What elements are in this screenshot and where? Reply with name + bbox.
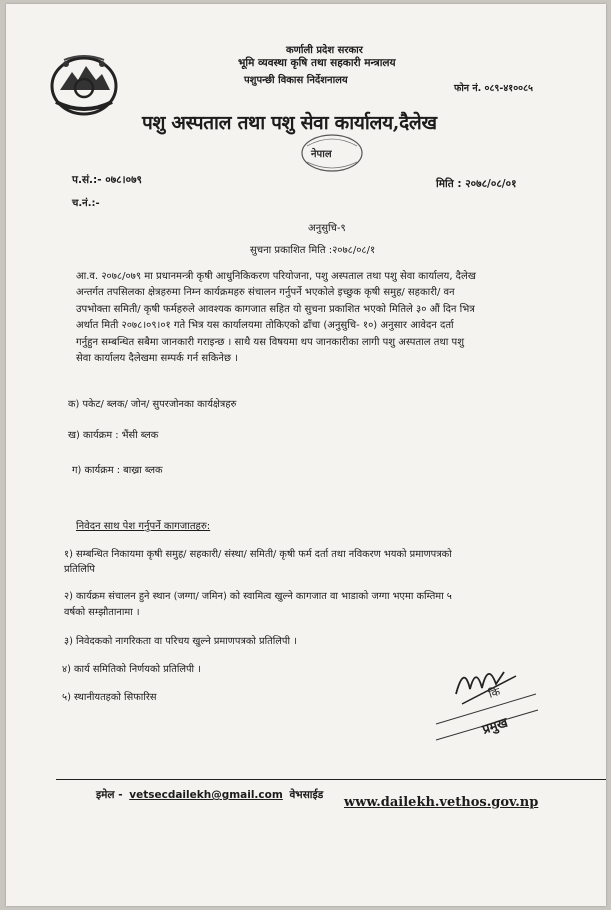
letterhead-government: कर्णाली प्रदेश सरकार bbox=[286, 45, 363, 56]
email-link[interactable]: vetsecdailekh@gmail.com bbox=[129, 789, 283, 801]
paragraph-line: अर्थात मिती २०७८।०९।०१ गते भित्र यस कार्यालयमा तोकिएको ढाँचा (अनुसुचि- १०) अनुसार आवेदन दर्ता bbox=[76, 320, 454, 332]
officer-signature bbox=[426, 654, 546, 754]
paragraph-line: उपभोक्ता समिती/ कृषी फर्महरुले आवश्यक कागजात सहित यो सुचना प्रकाशित भएको मितिले ३० औं दिन भित्र bbox=[76, 303, 475, 315]
letter-reference-number: प.सं.:- ०७८।०७९ bbox=[72, 174, 142, 186]
program-goat-block: ग) कार्यक्रम : बाख्रा ब्लक bbox=[72, 465, 163, 476]
letterhead-directorate: पशुपन्छी विकास निर्देशनालय bbox=[244, 75, 348, 86]
document-item-continued: वर्षको सम्झौतानामा । bbox=[64, 607, 140, 618]
signature-designation: प्रमुख bbox=[480, 715, 510, 738]
program-area-item: क) पकेट/ ब्लक/ जोन/ सुपरजोनका कार्यक्षेत्रहरु bbox=[68, 399, 237, 410]
website-link[interactable]: www.dailekh.vethos.gov.np bbox=[344, 795, 539, 810]
phone-number: फोन नं. ०८९-४१००८५ bbox=[454, 83, 533, 94]
paragraph-line: आ.व. २०७८/०७९ मा प्रधानमन्त्री कृषी आधुनिकिकरण परियोजना, पशु अस्पताल तथा पशु सेवा कार्यालय, दैलेख bbox=[76, 271, 476, 282]
website-label: वेभसाईड bbox=[289, 789, 324, 801]
program-buffalo-block: ख) कार्यक्रम : भैंसी ब्लक bbox=[68, 430, 159, 441]
document-item: २) कार्यक्रम संचालन हुने स्थान (जग्गा/ जमिन) को स्वामित्व खुल्ने कागजात वा भाडाको जग्गा भएमा कम्तिमा ५ bbox=[64, 591, 452, 602]
footer-divider bbox=[56, 779, 606, 780]
documents-heading: निवेदन साथ पेश गर्नुपर्ने कागजातहरु: bbox=[76, 521, 211, 532]
document-item: ३) निवेदकको नागरिकता वा परिचय खुल्ने प्रमाणपत्रको प्रतिलिपी । bbox=[64, 636, 297, 647]
annex-label: अनुसुचि-९ bbox=[308, 223, 346, 234]
document-item: १) सम्बन्धित निकायमा कृषी समुह/ सहकारी/ संस्था/ समिती/ कृषी फर्म दर्ता तथा नविकरण भयको प्रमाणपत्रको bbox=[64, 549, 452, 560]
document-item: ५) स्थानीयतहको सिफारिस bbox=[62, 692, 157, 703]
dispatch-number: च.नं.:- bbox=[72, 198, 100, 209]
signature-stamp-text: कि bbox=[486, 684, 502, 701]
notice-paragraph bbox=[76, 269, 596, 367]
official-stamp-icon bbox=[299, 132, 365, 174]
letter-date: मिति : २०७८/०८/०१ bbox=[436, 178, 517, 190]
email-label: इमेल - bbox=[96, 789, 123, 801]
letterhead-ministry: भूमि व्यवस्था कृषि तथा सहकारी मन्त्रालय bbox=[238, 57, 396, 69]
paragraph-line: गर्नुहुन सम्बन्धित सबैमा जानकारी गराइन्छ । साथै यस विषयमा थप जानकारीका लागी पशु अस्पताल तथा पशु bbox=[76, 336, 465, 348]
office-name-title: पशु अस्पताल तथा पशु सेवा कार्यालय,दैलेख bbox=[142, 112, 437, 134]
paragraph-line: सेवा कार्यालय दैलेखमा सम्पर्क गर्न सकिनेछ । bbox=[76, 353, 238, 365]
document-item: ४) कार्य समितिको निर्णयको प्रतिलिपी । bbox=[62, 664, 201, 675]
footer-contact bbox=[96, 788, 323, 802]
document-item-continued: प्रतिलिपि bbox=[64, 564, 95, 575]
letter-page bbox=[6, 4, 606, 906]
stamp-text: नेपाल bbox=[311, 149, 332, 160]
paragraph-line: अन्तर्गत तपसिलका क्षेत्रहरुमा निम्न कार्यक्रमहरु संचालन गर्नुपर्ने भएकोले इच्छुक कृषी समुह/ सहकारी/ वन bbox=[76, 287, 455, 299]
notice-published-date: सुचना प्रकाशित मिति :२०७८/०८/१ bbox=[250, 245, 376, 256]
nepal-emblem-logo bbox=[46, 50, 122, 120]
